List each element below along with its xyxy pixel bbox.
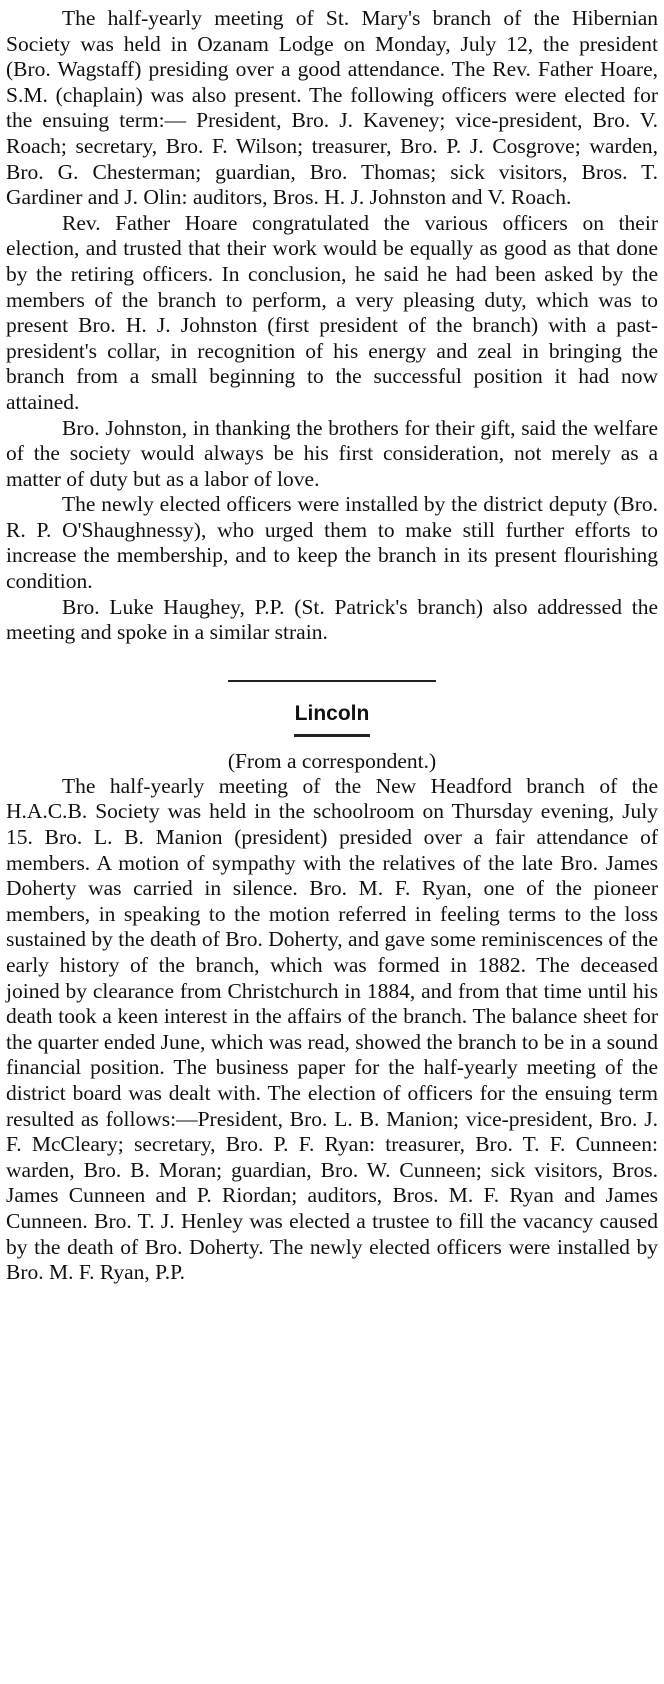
- article-byline: (From a correspondent.): [227, 748, 437, 773]
- article-paragraph: The half-yearly meeting of the New Headford branch of the H.A.C.B. Society was held in the schoolroom on Thursday evening, July 15. Bro. L. B. Manion (president) presided over a fair attendance of members. A motion of sympathy with the relatives of the late Bro. James Doherty was carried in silence. Bro. M. F. Ryan, one of the pioneer members, in speaking to the motion referred in feeling terms to the loss sustained by the death of Bro. Doherty, and gave some reminiscences of the early history of the branch, which was formed in 1882. The deceased joined by clearance from Christchurch in 1884, and from that time until his death took a keen interest in the affairs of the branch. The balance sheet for the quarter ended June, which was read, showed the branch to be in a sound financial position. The business paper for the half-yearly meeting of the district board was dealt with. The election of officers for the ensuing term resulted as follows:—President, Bro. L. B. Manion; vice-president, Bro. J. F. McCleary; secretary, Bro. P. F. Ryan: treasurer, Bro. T. F. Cunneen: warden, Bro. B. Moran; guardian, Bro. W. Cunneen; sick visitors, Bros. James Cunneen and P. Riordan; auditors, Bros. M. F. Ryan and James Cunneen. Bro. T. J. Henley was elected a trustee to fill the vacancy caused by the death of Bro. Doherty. The newly elected officers were installed by Bro. M. F. Ryan, P.P.: [6, 773, 658, 1285]
- newspaper-column: [6, 6, 658, 1286]
- article-paragraph: Rev. Father Hoare congratulated the various officers on their election, and trusted that their work would be equally as good as that done by the retiring officers. In conclusion, he said he had been asked by the members of the branch to perform, a very pleasing duty, which was to present Bro. H. J. Johnston (first president of the branch) with a past-president's collar, in recognition of his energy and zeal in bringing the branch from a small beginning to the successful position it had now attained.: [6, 210, 658, 414]
- heading-underline: [294, 734, 370, 737]
- article-paragraph: Bro. Luke Haughey, P.P. (St. Patrick's branch) also addressed the meeting and spoke in a similar strain.: [6, 594, 658, 645]
- section-divider: [228, 680, 436, 682]
- article-paragraph: The half-yearly meeting of St. Mary's branch of the Hibernian Society was held in Ozanam Lodge on Monday, July 12, the president (Bro. Wagstaff) presiding over a good attendance. The Rev. Father Hoare, S.M. (chaplain) was also present. The following officers were elected for the ensuing term:— President, Bro. J. Kaveney; vice-president, Bro. V. Roach; secretary, Bro. F. Wilson; treasurer, Bro. P. J. Cosgrove; warden, Bro. G. Chesterman; guardian, Bro. Thomas; sick visitors, Bros. T. Gardiner and J. Olin: auditors, Bros. H. J. Johnston and V. Roach.: [6, 6, 658, 210]
- article-heading: Lincoln: [294, 701, 370, 725]
- article-paragraph: Bro. Johnston, in thanking the brothers for their gift, said the welfare of the society would always be his first consideration, not merely as a matter of duty but as a labor of love.: [6, 415, 658, 491]
- article-lincoln: [6, 702, 658, 1286]
- article-paragraph: The newly elected officers were installed by the district deputy (Bro. R. P. O'Shaughnessy), who urged them to make still further efforts to increase the membership, and to keep the branch in its present flourishing condition.: [6, 492, 658, 594]
- article-st-marys-branch: [6, 6, 658, 646]
